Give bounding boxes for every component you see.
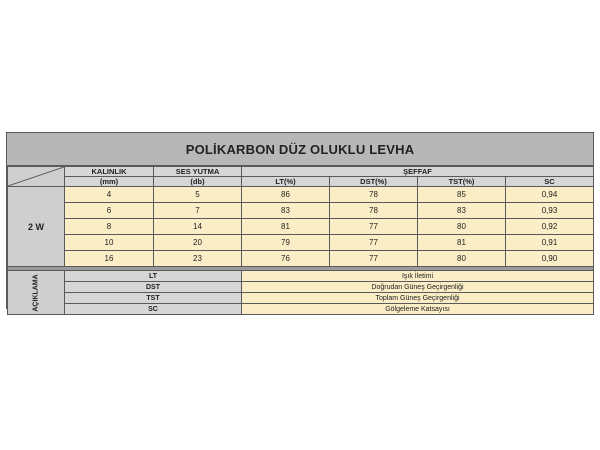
cell-ses: 20 — [154, 235, 242, 251]
cell-dst: 78 — [330, 187, 418, 203]
cell-ses: 23 — [154, 251, 242, 267]
cell-lt: 83 — [242, 203, 330, 219]
cell-dst: 77 — [330, 219, 418, 235]
corner-cell — [8, 167, 65, 187]
header-ses-unit: (db) — [154, 177, 242, 187]
cell-kalinlik: 16 — [65, 251, 154, 267]
cell-sc: 0,91 — [506, 235, 594, 251]
table-row — [8, 235, 594, 251]
legend-abbr: LT — [65, 271, 242, 282]
spec-table-frame — [6, 132, 594, 313]
header-lt: LT(%) — [242, 177, 330, 187]
cell-sc: 0,90 — [506, 251, 594, 267]
legend-desc: Toplam Güneş Geçirgenliği — [242, 293, 594, 304]
header-ses-yutma: SES YUTMA — [154, 167, 242, 177]
table-row — [8, 203, 594, 219]
cell-ses: 14 — [154, 219, 242, 235]
cell-sc: 0,93 — [506, 203, 594, 219]
table-row — [8, 219, 594, 235]
header-kalinlik-unit: (mm) — [65, 177, 154, 187]
legend-desc: Işık İletimi — [242, 271, 594, 282]
table-row — [8, 251, 594, 267]
header-dst: DST(%) — [330, 177, 418, 187]
cell-lt: 79 — [242, 235, 330, 251]
header-sc: SC — [506, 177, 594, 187]
cell-dst: 78 — [330, 203, 418, 219]
legend-abbr: SC — [65, 304, 242, 315]
cell-dst: 77 — [330, 251, 418, 267]
legend-title-cell — [8, 271, 65, 315]
header-tst: TST(%) — [418, 177, 506, 187]
legend-row — [8, 293, 594, 304]
cell-kalinlik: 8 — [65, 219, 154, 235]
header-seffaf: ŞEFFAF — [242, 167, 594, 177]
legend-row — [8, 271, 594, 282]
cell-tst: 80 — [418, 219, 506, 235]
cell-kalinlik: 4 — [65, 187, 154, 203]
table-row — [8, 187, 594, 203]
cell-tst: 81 — [418, 235, 506, 251]
cell-ses: 7 — [154, 203, 242, 219]
cell-tst: 83 — [418, 203, 506, 219]
spec-table — [7, 166, 594, 315]
group-label: 2 W — [8, 187, 65, 267]
cell-kalinlik: 6 — [65, 203, 154, 219]
legend-title: AÇIKLAMA — [32, 273, 40, 312]
legend-abbr: DST — [65, 282, 242, 293]
legend-row — [8, 282, 594, 293]
cell-ses: 5 — [154, 187, 242, 203]
cell-sc: 0,92 — [506, 219, 594, 235]
cell-lt: 76 — [242, 251, 330, 267]
legend-abbr: TST — [65, 293, 242, 304]
legend-desc: Gölgeleme Katsayısı — [242, 304, 594, 315]
cell-lt: 81 — [242, 219, 330, 235]
cell-kalinlik: 10 — [65, 235, 154, 251]
table-title: POLİKARBON DÜZ OLUKLU LEVHA — [7, 133, 593, 166]
cell-tst: 80 — [418, 251, 506, 267]
cell-tst: 85 — [418, 187, 506, 203]
cell-lt: 86 — [242, 187, 330, 203]
diagonal-line — [8, 167, 64, 186]
cell-sc: 0,94 — [506, 187, 594, 203]
header-kalinlik: KALINLIK — [65, 167, 154, 177]
cell-dst: 77 — [330, 235, 418, 251]
legend-row — [8, 304, 594, 315]
legend-desc: Doğrudan Güneş Geçirgenliği — [242, 282, 594, 293]
